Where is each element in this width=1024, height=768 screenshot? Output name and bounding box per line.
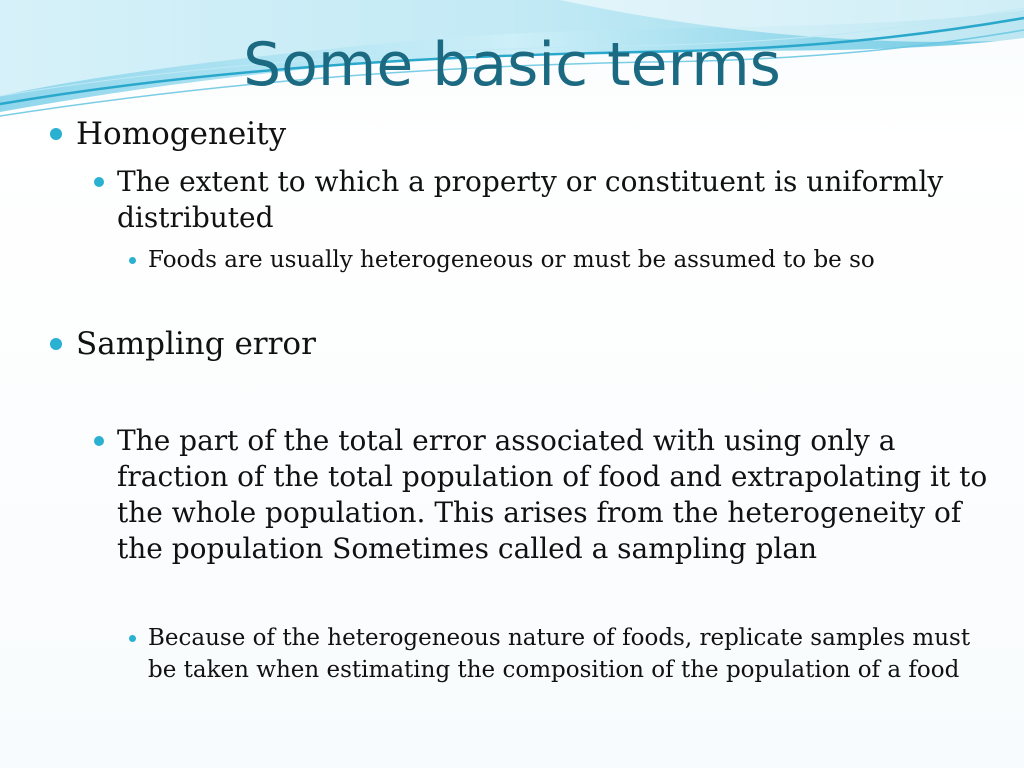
bullet-text: The part of the total error associated with using only a fraction of the total population of food and extrapolating it to the whole population. This arises from the heterogeneity of the population Sometimes called a sampling plan: [117, 424, 988, 565]
bullet-sampling-error: [76, 326, 976, 362]
bullet-text: The extent to which a property or constituent is uniformly distributed: [117, 165, 944, 234]
bullet-text: Homogeneity: [76, 116, 287, 152]
bullet-replicate-samples: [148, 622, 988, 686]
bullet-homogeneity-definition: [117, 164, 997, 236]
bullet-text: Foods are usually heterogeneous or must be assumed to be so: [148, 247, 875, 273]
bullet-homogeneity: [76, 116, 976, 152]
bullet-text: Sampling error: [76, 326, 316, 362]
bullet-dot-icon: [50, 128, 62, 140]
bullet-foods-heterogeneous: [148, 244, 998, 276]
bullet-dot-icon: [94, 436, 104, 446]
slide-title: Some basic terms: [243, 30, 781, 100]
bullet-dot-icon: [129, 257, 136, 264]
bullet-sampling-error-definition: [117, 423, 1002, 567]
bullet-dot-icon: [129, 635, 136, 642]
bullet-dot-icon: [94, 177, 104, 187]
bullet-text: Because of the heterogeneous nature of foods, replicate samples must be taken when estimating the composition of the population of a food: [148, 625, 971, 683]
bullet-dot-icon: [50, 338, 62, 350]
